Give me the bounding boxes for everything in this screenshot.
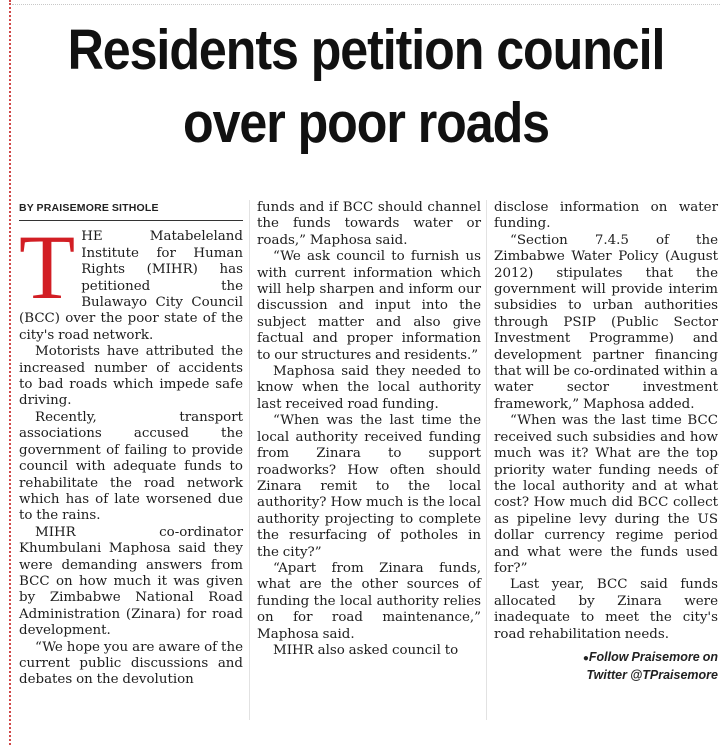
bullet-icon: ● — [582, 652, 589, 664]
paragraph: Maphosa said they needed to know when the local authority last received road funding. — [257, 364, 481, 412]
paragraph: “When was the last time BCC received such subsidies and how much was it? What are the top priority water funding needs of the local authority and at what cost? How much did BCC collect as pipeline levy during the US dollar currency regime period and what were the funds used for?” — [494, 413, 718, 576]
paragraph: “When was the last time the local authority received funding from Zinara to support roadworks? How often should Zinara remit to the local authority? How much is the local authority projecting to complete the resurfacing of potholes in the city?” — [257, 413, 481, 560]
byline: BY PRAISEMORE SITHOLE — [19, 200, 243, 221]
paragraph: “We ask council to furnish us with current information which will help sharpen and inform our discussion and input into the subject matter and also give factual and proper information to our structures and residents.” — [257, 249, 481, 363]
lead-text: HE Matabeleland Institute for Human Rights (MIHR) has petitioned the Bulawayo City Council (BCC) over the poor state of the city's road network. — [19, 229, 243, 343]
paragraph: Last year, BCC said funds allocated by Zinara were inadequate to meet the city's road rehabilitation needs. — [494, 577, 718, 642]
follow-line-1: Follow Praisemore on — [588, 649, 718, 664]
column-divider — [486, 200, 487, 720]
paragraph-continued: funds and if BCC should channel the funds towards water or roads,” Maphosa said. — [257, 200, 481, 248]
headline: Residents petition council over poor roads — [67, 18, 665, 155]
paragraph: MIHR co-ordinator Khumbulani Maphosa said they were demanding answers from BCC on how much it was given by Zimbabwe National Road Administration (Zinara) for road development. — [19, 524, 243, 639]
paragraph-continued: disclose information on water funding. — [494, 200, 718, 232]
column-1 — [19, 200, 243, 689]
author-follow-note — [494, 649, 718, 683]
paragraph: “We hope you are aware of the current public discussions and debates on the devolution — [19, 639, 243, 688]
follow-line-2: Twitter @TPraisemore — [586, 667, 718, 682]
paragraph: MIHR also asked council to — [273, 642, 459, 658]
column-3 — [494, 200, 718, 683]
paragraph: “Section 7.4.5 of the Zimbabwe Water Policy (August 2012) stipulates that the government will provide interim subsidies to urban authorities through PSIP (Public Sector Investment Programme) and development partner financing that will be co-ordinated within a water sector investment framework,” Maphosa added. — [494, 232, 718, 412]
paragraph: “Apart from Zinara funds, what are the other sources of funding the local authority relies on for road maintenance,” Maphosa said. — [257, 560, 481, 642]
paragraph: Motorists have attributed the increased number of accidents to bad roads which impede safe driving. — [19, 344, 243, 409]
clipping-cut-border — [0, 0, 11, 745]
column-2 — [257, 200, 481, 659]
drop-cap: T — [19, 216, 76, 319]
lead-paragraph — [19, 216, 243, 344]
column-divider — [249, 200, 250, 720]
paragraph: Recently, transport associations accused the government of failing to provide council with adequate funds to rehabilitate the road network which has of late worsened due to the rains. — [19, 409, 243, 524]
top-dotted-rule — [12, 4, 720, 5]
